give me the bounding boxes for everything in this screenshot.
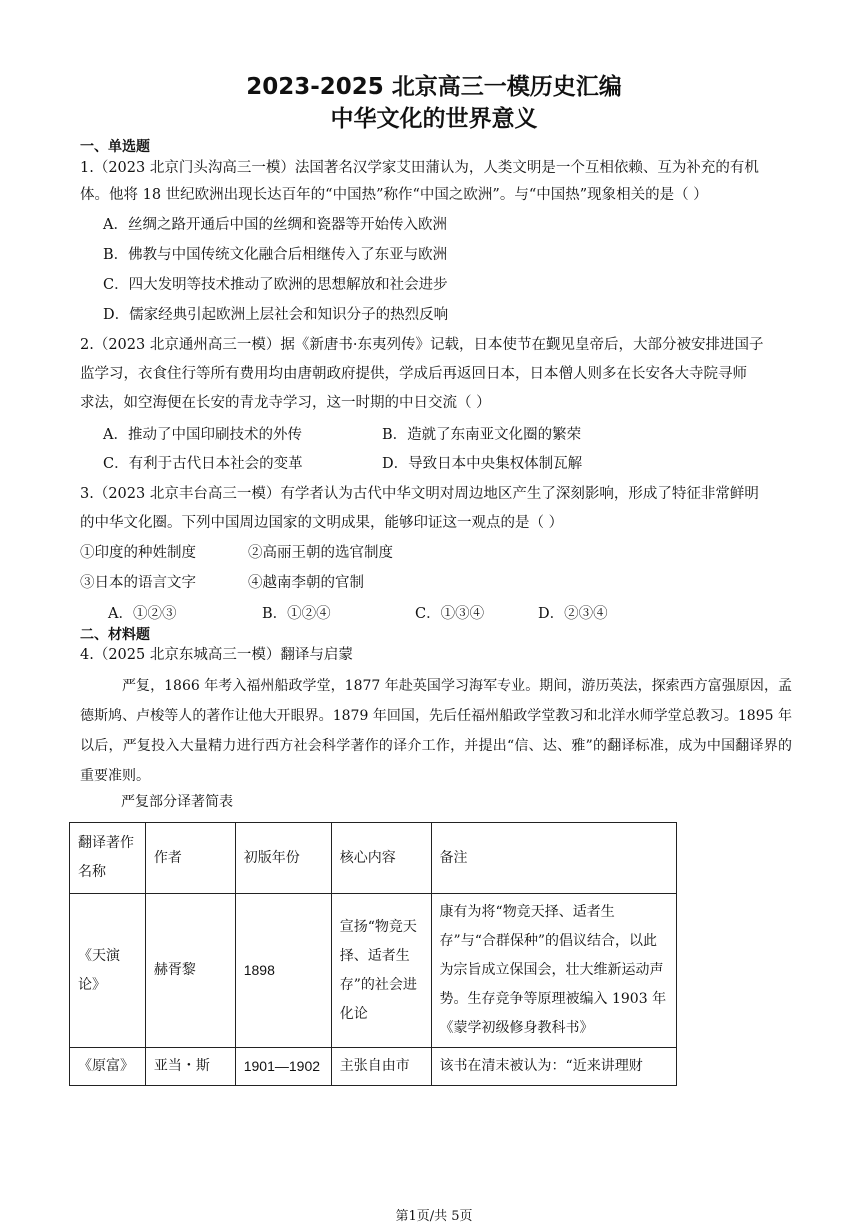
table-cell: 1898 [235,894,331,1048]
page-footer: 第1页/共 5页 [395,1209,473,1224]
question-3-option-a: A．①②③ [108,606,177,622]
question-3-option-b: B．①②④ [262,606,331,622]
translation-table [69,822,677,1086]
table-caption: 严复部分译著简表 [121,794,233,810]
table-cell: 该书在清末被认为：“近来讲理财 [431,1048,676,1086]
table-header-cell: 备注 [431,823,676,894]
table-cell: 主张自由市 [331,1048,431,1086]
question-2-option-c: C．有利于古代日本社会的变革 [103,456,303,472]
table-cell: 亚当・斯 [145,1048,235,1086]
question-1-option-d: D．儒家经典引起欧洲上层社会和知识分子的热烈反响 [103,307,449,323]
table-row [70,1048,677,1086]
table-header-cell: 作者 [145,823,235,894]
section-heading-single-choice: 一、单选题 [80,139,150,155]
table-header-cell: 翻译著作名称 [70,823,146,894]
table-cell: 《天演论》 [70,894,146,1048]
table-header-cell: 初版年份 [235,823,331,894]
question-1-option-b: B．佛教与中国传统文化融合后相继传入了东亚与欧洲 [103,247,448,263]
document-subtitle: 中华文化的世界意义 [330,106,538,132]
table-header-cell: 核心内容 [331,823,431,894]
question-3-item-2: ②高丽王朝的选官制度 [248,545,393,561]
question-3-item-1: ①印度的种姓制度 [80,545,196,561]
question-3-line-2: 的中华文化圈。下列中国周边国家的文明成果，能够印证这一观点的是（ ） [80,515,564,531]
table-header-row [70,823,677,894]
question-3-item-4: ④越南李朝的官制 [248,575,364,591]
question-4-line-1: 4.（2025 北京东城高三一模）翻译与启蒙 [80,647,353,663]
question-3-item-3: ③日本的语言文字 [80,575,196,591]
table-row [70,894,677,1048]
document-title: 2023-2025 北京高三一模历史汇编 [246,74,622,100]
table-cell: 1901—1902 [235,1048,331,1086]
question-4-material-paragraph: 严复，1866 年考入福州船政学堂，1877 年赴英国学习海军专业。期间，游历英法，探索西方富强原因，孟德斯鸠、卢梭等人的著作让他大开眼界。1879 年回国，先后任福州船政学堂教习和北洋水师学堂总教习。1895 年以后，严复投入大量精力进行西方社会科学著作的译介工作，并提出“信、达、雅”的翻译标准，成为中国翻译界的重要准则。 [80,678,792,784]
table-cell: 赫胥黎 [145,894,235,1048]
question-2-line-3: 求法，如空海便在长安的青龙寺学习，这一时期的中日交流（ ） [80,395,491,411]
question-2-line-2: 监学习，衣食住行等所有费用均由唐朝政府提供，学成后再返回日本，日本僧人则多在长安各大寺院寻师 [80,366,747,382]
section-heading-material: 二、材料题 [80,627,150,643]
table-cell: 康有为将“物竞天择、适者生存”与“合群保种”的倡议结合，以此为宗旨成立保国会，壮大维新运动声势。生存竞争等原理被编入 1903 年《蒙学初级修身教科书》 [431,894,676,1048]
question-2-line-1: 2.（2023 北京通州高三一模）据《新唐书·东夷列传》记载，日本使节在觐见皇帝后，大部分被安排进国子 [80,337,764,353]
question-2-option-a: A．推动了中国印刷技术的外传 [103,427,302,443]
question-2-option-d: D．导致日本中央集权体制瓦解 [382,456,583,472]
question-3-option-d: D．②③④ [538,606,608,622]
table-cell: 宣扬“物竞天择、适者生存”的社会进化论 [331,894,431,1048]
question-1-line-2: 体。他将 18 世纪欧洲出现长达百年的“中国热”称作“中国之欧洲”。与“中国热”现象相关的是（ ） [80,187,708,203]
question-1-option-a: A．丝绸之路开通后中国的丝绸和瓷器等开始传入欧洲 [103,217,447,233]
question-3-option-c: C．①③④ [415,606,485,622]
question-1-line-1: 1.（2023 北京门头沟高三一模）法国著名汉学家艾田蒲认为，人类文明是一个互相依赖、互为补充的有机 [80,160,759,176]
table-cell: 《原富》 [70,1048,146,1086]
question-3-line-1: 3.（2023 北京丰台高三一模）有学者认为古代中华文明对周边地区产生了深刻影响，形成了特征非常鲜明 [80,486,759,502]
question-1-option-c: C．四大发明等技术推动了欧洲的思想解放和社会进步 [103,277,448,293]
question-2-option-b: B．造就了东南亚文化圈的繁荣 [382,427,582,443]
